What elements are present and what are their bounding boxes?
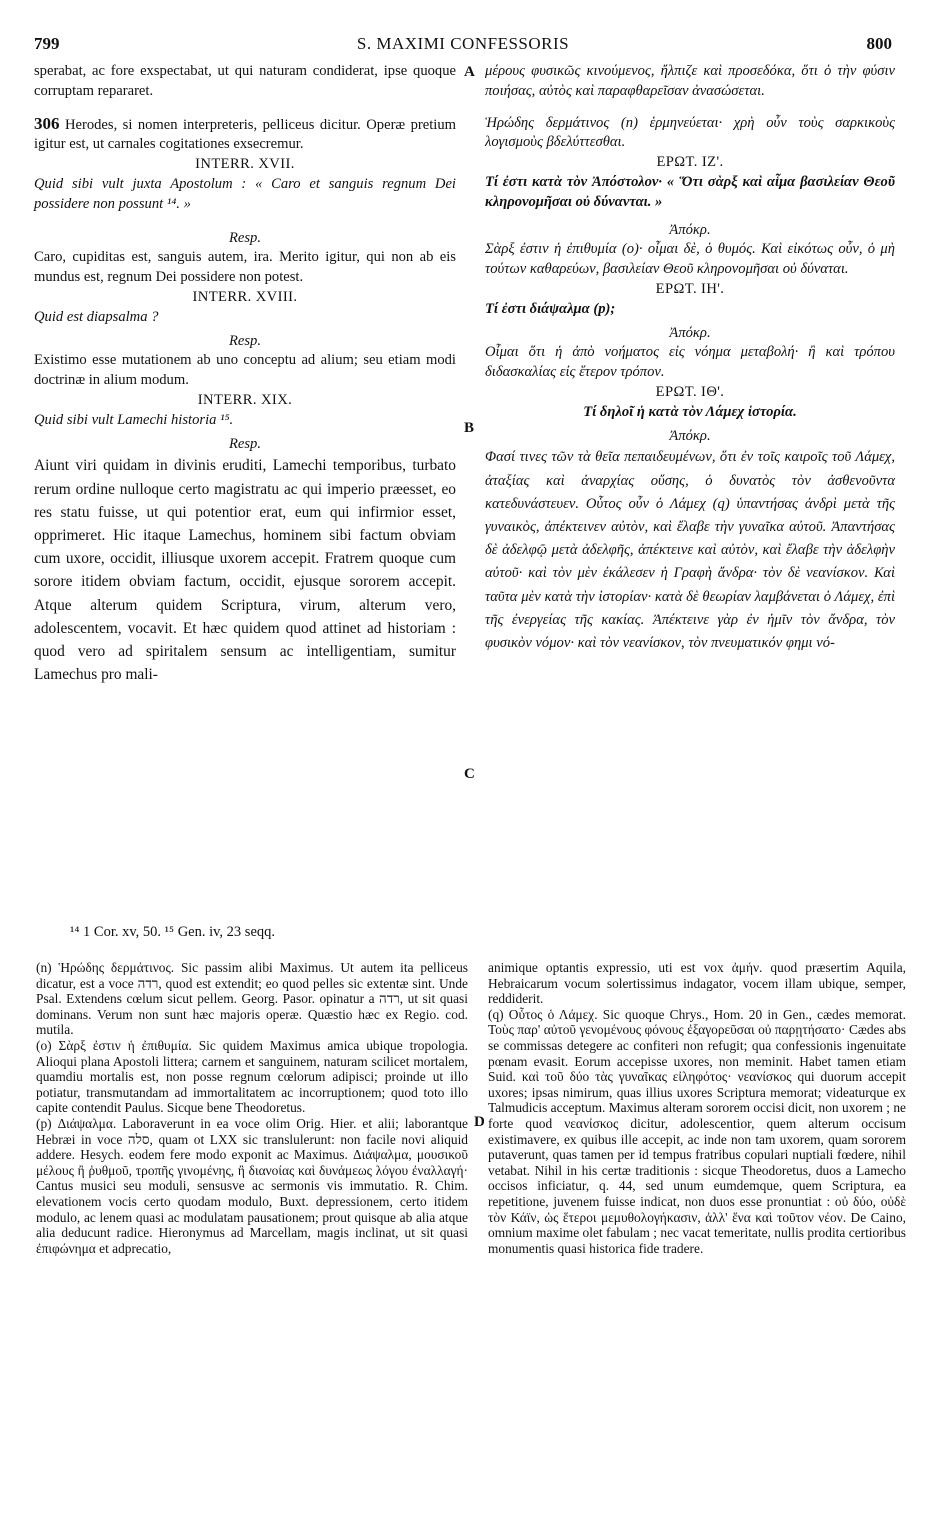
note-q: (q) Οὗτος ὁ Λάμεχ. Sic quoque Chrys., Hom. 20 in Gen., cædes memorat. Τοὺς παρ' αὐτοῦ γενομένους φόνους ἐξαγορεῦσαι οὐ παρῃτήσατο· Cædes abs se commissas detegere ac confiteri non refugit; qua confessionis ingenuitate pœnam evasit. Eorum accepisse uxores, non meminit. Habet tamen etiam Suid. καὶ τοῦ δύο τὰς γυναῖκας εἰληφότος· νεανίσκος qui duorum accepit uxores; ipsas nimirum, quas illius uxores Scriptura memorat; videaturque ex Talmudicis acceptum. Maximus alteram sororem occisi dicit, non uxorem ; ne forte quod νεανίσκος dicitur, adolescentior, quem alterum occisum existimavere, ex quibus ille accepit, ac inde non tam uxorem, quam sororem putaverunt, quas tamen per id tempus fratribus copulari nuptiali fœdere, nihil vetabat. Nihil in his certæ traditionis : sicque Theodoretus, duos a Lamecho occisos inficiatur, q. 44, sed unum eumdemque, quem Scriptura, ea repetitione, juvenem fuisse indicat, non duos esse pronuntiat : οὐ δύο, οὐδὲ τὸν Κάϊν, ὡς ἕτεροι μεμυθολογήκασιν, ἀλλ' ἕνα καὶ τοῦτον νέον. De Caino, omnium maxime olet fabulam ; nec vacat temeritate, nullis prodita certioribus monumentis quasi historica fide tradere. bbox=[488, 1006, 906, 1256]
latin-question-18: Quid est diapsalma ? bbox=[34, 308, 159, 325]
latin-resp-label-19: Resp. bbox=[228, 435, 262, 452]
latin-question-19: Quid sibi vult Lamechi historia ¹⁵. bbox=[34, 411, 234, 428]
greek-heading-19: ΕΡΩΤ. ΙΘ'. bbox=[655, 383, 725, 400]
greek-column bbox=[485, 62, 895, 655]
note-n: (n) Ἡρώδης δερμάτινος. Sic passim alibi Maximus. Ut autem ita pelliceus dicatur, est a voce רדה, quod est extendit; eo quod pelles sic extentæ sint. Unde Psal. Extendens cœlum sicut pellem. Georg. Pasor. opinatur a רדה, ut sit quasi dominans. Verum non sunt hæc majoris operæ. Quæstio hæc ex Regio. cod. mutila. bbox=[36, 960, 468, 1038]
footnote-references: ¹⁴ 1 Cor. xv, 50. ¹⁵ Gen. iv, 23 seqq. bbox=[70, 924, 276, 940]
latin-heading-18: INTERR. XVIII. bbox=[192, 288, 298, 305]
notes-right-column bbox=[488, 960, 906, 1256]
page-number-right: 800 bbox=[866, 34, 892, 53]
greek-resp-label-17: Ἀπόκρ. bbox=[669, 221, 711, 238]
greek-question-19: Τί δηλοῖ ἡ κατὰ τὸν Λάμεχ ἱστορία. bbox=[583, 403, 797, 420]
greek-question-17: Τί ἐστι κατὰ τὸν Ἀπόστολον· « Ὅτι σὰρξ καὶ αἷμα βασιλείαν Θεοῦ κληρονομῆσαι οὐ δύνανται. » bbox=[485, 173, 895, 210]
note-p: (p) Διάψαλμα. Laboraverunt in ea voce olim Orig. Hier. et alii; laborantque Hebræi in voce סלה, quam ot LXX sic translulerunt: non facile novi aliquid addere. Hesych. eodem fere modo exponit ac Maximus. Διάψαλμα, μουσικοῦ μέλους ἢ ῥυθμοῦ, τροπῆς γινομένης, ἢ διανοίας καὶ δυνάμεως λόγου ἐναλλαγή· Cantus musici seu moduli, sensusve ac sermonis vis immutatio. R. Chim. elevationem vocis certo quodam modulo, Buxt. depressionem, certo itidem modulo, ac lenem quasi ac modulatam pausationem; prout quisque ab alia atque alia deducunt radice. Hieronymus ad Marcellam, magis inclinat, ut sit quasi ἐπιφώνημα et adprecatio, bbox=[36, 1115, 468, 1256]
greek-question-18: Τί ἐστι διάψαλμα (p); bbox=[485, 300, 616, 317]
latin-question-17: Quid sibi vult juxta Apostolum : « Caro et sanguis regnum Dei possidere non possunt ¹⁴. » bbox=[34, 175, 456, 212]
note-continuation: animique optantis expressio, uti est vox ἀμήν. quod præsertim Aquila, Hebraicarum vocum solertissimus indagator, vocem illam ubique, semper, reddiderit. bbox=[488, 960, 906, 1007]
latin-resp-label-18: Resp. bbox=[228, 332, 262, 349]
latin-paragraph-2: 306 Herodes, si nomen interpreteris, pelliceus dicitur. Operæ pretium igitur est, ut carnales cogitationes exsecremur. bbox=[34, 113, 456, 153]
margin-letter-d: D bbox=[474, 1114, 485, 1130]
greek-paragraph-1: μέρους φυσικῶς κινούμενος, ἤλπιζε καὶ προσεδόκα, ὅτι ὁ τὴν φύσιν ποιήσας, αὐτὸς καὶ παραφθαρεῖσαν ἀνασώσεται. bbox=[485, 63, 895, 99]
latin-heading-19: INTERR. XIX. bbox=[197, 391, 293, 408]
notes-left-column bbox=[36, 960, 468, 1256]
latin-answer-18: Existimo esse mutationem ab uno conceptu ad alium; seu etiam modi doctrinæ in alium modum. bbox=[34, 352, 456, 389]
margin-letter-b: B bbox=[464, 420, 475, 436]
latin-heading-17: INTERR. XVII. bbox=[195, 156, 295, 173]
greek-paragraph-2: Ἡρώδης δερμάτινος (n) ἑρμηνεύεται· χρὴ οὖν τοὺς σαρκικοὺς λογισμοὺς βδελύττεσθαι. bbox=[485, 114, 895, 151]
margin-letter-a: A bbox=[464, 64, 475, 80]
margin-letter-c: C bbox=[464, 766, 475, 782]
running-title: S. MAXIMI CONFESSORIS bbox=[356, 34, 570, 53]
greek-answer-17: Σὰρξ ἐστιν ἡ ἐπιθυμία (o)· οἶμαι δὲ, ὁ θυμός. Καὶ εἰκότως οὖν, ὁ μὴ τούτων καθαρεύων, βασιλείαν Θεοῦ κληρονομῆσαι οὐ δύναται. bbox=[485, 241, 895, 278]
latin-resp-label-17: Resp. bbox=[228, 229, 262, 246]
greek-answer-18: Οἶμαι ὅτι ἡ ἀπὸ νοήματος εἰς νόημα μεταβολή· ἢ καὶ τρόπου διδασκαλίας εἰς ἕτερον τρόπον. bbox=[485, 344, 895, 381]
greek-resp-label-18: Ἀπόκρ. bbox=[669, 324, 711, 341]
greek-heading-17: ΕΡΩΤ. ΙΖ'. bbox=[656, 154, 724, 171]
note-o: (o) Σὰρξ ἐστιν ἡ ἐπιθυμία. Sic quidem Maximus amica ubique tropologia. Alioqui plana Apostoli littera; carnem et sanguinem, naturam scilicet mortalem, quamdiu mortalis est, non posse regnum cœlorum adipisci; proinde ut illo potiatur, transmutandam ad immortalitatem ac incorruptionem; quod toto illo capite contendit Paulus. Sicque bene Theodoretus. bbox=[36, 1037, 468, 1116]
latin-answer-17: Caro, cupiditas est, sanguis autem, ira. Merito igitur, qui non ab eis mundus est, regnum Dei possidere non potest. bbox=[34, 249, 456, 286]
page-number-left: 799 bbox=[34, 34, 60, 53]
page-header bbox=[34, 34, 892, 58]
greek-answer-19: Φασί τινες τῶν τὰ θεῖα πεπαιδευμένων, ὅτι ἐν τοῖς καιροῖς τοῦ Λάμεχ, ἀταξίας καὶ ἀναρχίας οὔσης, ὁ δυνατὸς τὸν ἀσθενοῦντα κατεδυνάστευεν. Οὗτος οὖν ὁ Λάμεχ (q) ὑπαντήσας ἀνδρὶ μετὰ τῆς γυναικὸς, ἀπέκτεινεν αὐτὸν, καὶ ἔλαβε τὴν γυναῖκα αὐτοῦ. Ἀπαντήσας δὲ ἀδελφῷ μετὰ ἀδελφῆς, ἀπέκτεινε καὶ αὐτὸν, καὶ ἔλαβε τὴν ἀδελφὴν αὐτοῦ· καὶ τὸν μὲν ἐκάλεσεν ἡ Γραφὴ ἄνδρα· τὸν δὲ νεανίσκον. Καὶ ταῦτα μὲν κατὰ τὴν ἱστορίαν· κατὰ δὲ θεωρίαν λαμβάνεται ὁ Λάμεχ, ἐπὶ τῆς ἐνεργείας τῆς κακίας. Ἀπέκτεινε γὰρ ἐν ἡμῖν τὸν ἄνδρα, τὸν φυσικὸν νόμον· καὶ τὸν νεανίσκον, τὸν πνευματικόν φημι νό- bbox=[485, 449, 895, 651]
latin-answer-19: Aiunt viri quidam in divinis eruditi, Lamechi temporibus, turbato rerum ordine nulloque certo magistratu ac qui imperio præesset, eo res statu fuisse, ut qui potentior erat, eum qui infirmior esset, opprimeret. Hic itaque Lamechus, hominem sibi factum obviam cum uxore, occidit, illiusque uxorem accepit. Fratrem quoque cum sorore itidem obviam factum, occidit, ejusque sororem accepit. Atque alterum quidem Scriptura, virum, alterum vero, adolescentem, vocavit. Et hæc quidem quod attinet ad historiam : quod vero ad spiritalem sensum ac intelligentiam, sumitur Lamechus pro mali- bbox=[34, 457, 456, 684]
section-number: 306 bbox=[34, 113, 60, 133]
latin-column bbox=[34, 62, 456, 686]
latin-paragraph-1: sperabat, ac fore exspectabat, ut qui naturam condiderat, ipse quoque corruptam repararet. bbox=[34, 63, 456, 99]
greek-heading-18: ΕΡΩΤ. ΙΗ'. bbox=[655, 280, 725, 297]
greek-resp-label-19: Ἀπόκρ. bbox=[669, 427, 711, 444]
